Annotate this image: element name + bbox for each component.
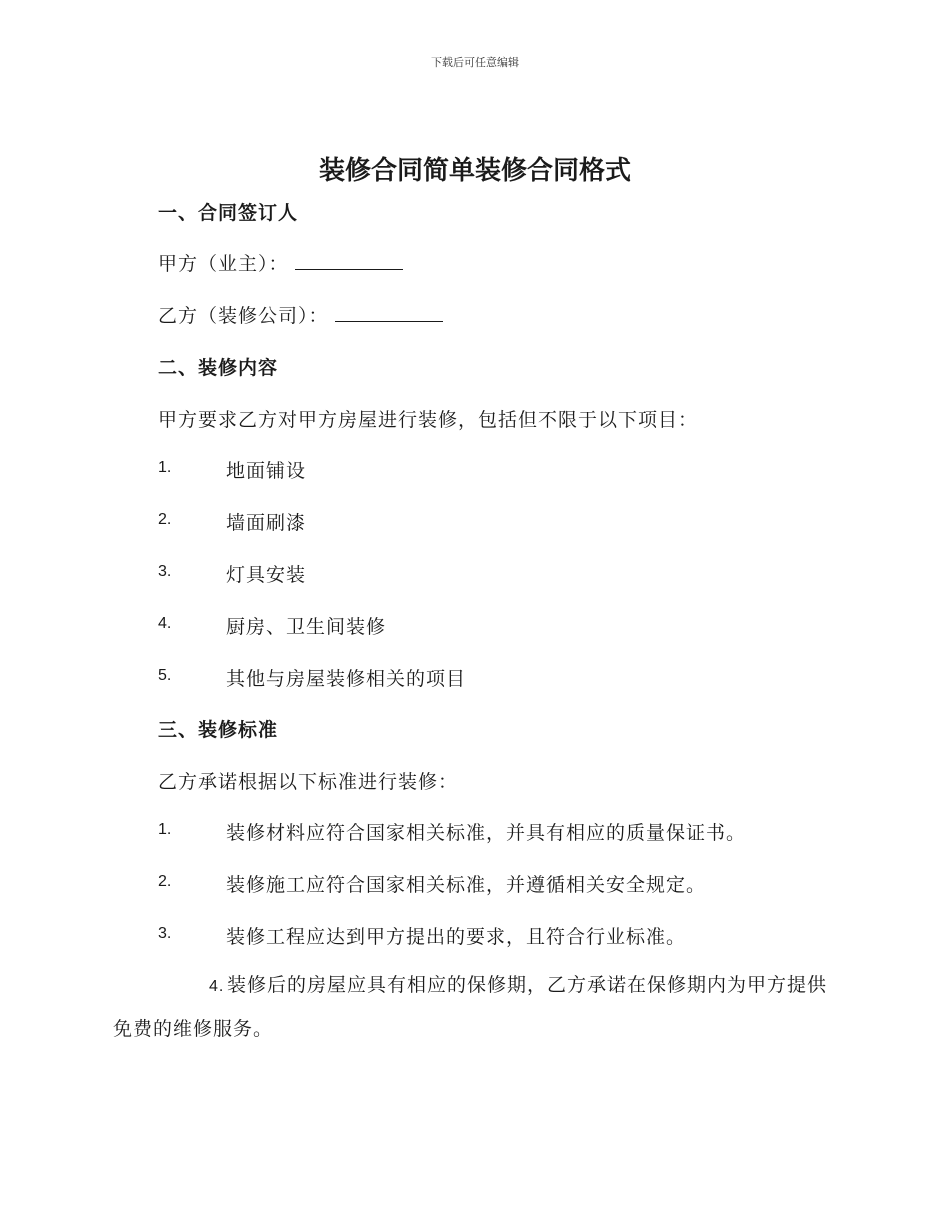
list-item: 装修施工应符合国家相关标准，并遵循相关安全规定。	[226, 874, 707, 896]
party-a-blank[interactable]	[295, 253, 403, 270]
list-item: 墙面刷漆	[226, 512, 307, 534]
list-item: 厨房、卫生间装修	[226, 616, 387, 638]
list-item-number: 4.	[158, 615, 172, 632]
list-item: 其他与房屋装修相关的项目	[226, 668, 467, 690]
section1-heading: 一、合同签订人	[158, 202, 299, 224]
list-item-number: 5.	[158, 667, 172, 684]
party-a-label: 甲方（业主）：	[158, 253, 289, 275]
list-item: 装修材料应符合国家相关标准，并具有相应的质量保证书。	[226, 822, 747, 844]
section2-intro: 甲方要求乙方对甲方房屋进行装修，包括但不限于以下项目：	[158, 409, 699, 431]
list-item-number: 3.	[158, 925, 172, 942]
list-item-number: 2.	[158, 511, 172, 528]
list-item-text: 装修后的房屋应具有相应的保修期，乙方承诺在保修期内为甲方提供免费的维修服务。	[113, 974, 828, 1040]
party-b-label: 乙方（装修公司）：	[158, 305, 329, 327]
list-item-number: 3.	[158, 563, 172, 580]
header-note: 下载后可任意编辑	[431, 56, 519, 69]
list-item-number: 2.	[158, 873, 172, 890]
section3-intro: 乙方承诺根据以下标准进行装修：	[158, 771, 459, 793]
party-b-blank[interactable]	[335, 305, 443, 322]
list-item-number: 4.	[209, 978, 225, 995]
party-b-line	[158, 301, 443, 328]
list-item-number: 1.	[158, 821, 172, 838]
list-item-number: 1.	[158, 459, 172, 476]
section3-heading: 三、装修标准	[158, 719, 279, 741]
section2-heading: 二、装修内容	[158, 357, 279, 379]
list-item-wrapped	[113, 964, 833, 1050]
list-item: 地面铺设	[226, 460, 307, 482]
list-item: 灯具安装	[226, 564, 307, 586]
list-item: 装修工程应达到甲方提出的要求，且符合行业标准。	[226, 926, 687, 948]
document-title: 装修合同简单装修合同格式	[318, 156, 631, 186]
party-a-line	[158, 249, 403, 276]
